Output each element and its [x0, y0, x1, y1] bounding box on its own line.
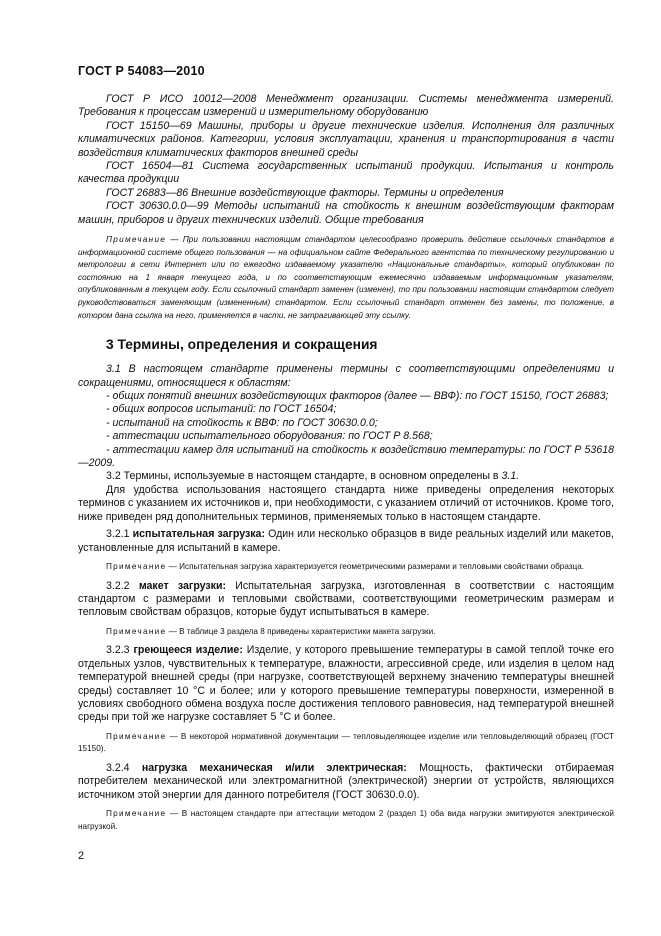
ref-item: ГОСТ 15150—69 Машины, приборы и другие технические изделия. Исполнения для различных климатических районов. Категории, условия эксплуатации, хранения и транспортирования в части воздействия климатических факторов внешней среды	[78, 119, 614, 159]
term-entry	[78, 644, 614, 756]
note-text: — В таблице 3 раздела 8 приведены характеристики макета загрузки.	[168, 626, 436, 636]
list-item: - общих вопросов испытаний: по ГОСТ 16504;	[106, 403, 337, 416]
list-item: - общих понятий внешних воздействующих факторов (далее — ВВФ): по ГОСТ 15150, ГОСТ 26883;	[106, 390, 609, 403]
term-number: 3.2.2	[106, 579, 130, 592]
note-label: Примечание	[106, 235, 167, 245]
clause-3-1: 3.1 В настоящем стандарте применены термины с соответствующими определениями и сокращениями, относящиеся к областям:	[78, 363, 614, 389]
term-name: греющееся изделие:	[133, 644, 243, 657]
ref-item: ГОСТ 30630.0.0—99 Методы испытаний на стойкость к внешним воздействующим факторам машин, приборов и других технических изделий. Общие требования	[78, 200, 614, 226]
references-note	[78, 234, 614, 322]
scope-list	[78, 390, 614, 470]
note-label: Примечание	[106, 809, 167, 819]
term-number: 3.2.3	[106, 644, 130, 657]
term-definition	[78, 580, 614, 620]
term-number: 3.2.1	[106, 528, 130, 541]
term-note	[78, 626, 614, 639]
term-name: нагрузка механическая и/или электрическая:	[141, 761, 407, 774]
note-label: Примечание	[106, 626, 167, 636]
term-entry	[78, 528, 614, 573]
clause-3-2-text: 3.2 Термины, используемые в настоящем стандарте, в основном определены в	[106, 470, 502, 483]
term-note	[78, 731, 614, 756]
term-definition	[78, 762, 614, 802]
clause-3-2-continued: Для удобства использования настоящего стандарта ниже приведены определения некоторых терминов с указанием их источников и, при необходимости, с указанием отличий от источников. Кроме того, ниже приведен ряд дополнительных терминов, применяемых только в настоящем стандарте.	[78, 483, 614, 523]
note-label: Примечание	[106, 731, 167, 741]
ref-item: ГОСТ 16504—81 Система государственных испытаний продукции. Испытания и контроль качества продукции	[78, 160, 614, 186]
list-item: - испытаний на стойкость к ВВФ: по ГОСТ 30630.0.0;	[106, 416, 378, 429]
term-name: макет загрузки:	[138, 579, 227, 592]
term-entry	[78, 762, 614, 833]
ref-item: ГОСТ Р ИСО 10012—2008 Менеджмент организации. Системы менеджмента измерений. Требования к процессам измерений и измерительному оборудованию	[78, 93, 614, 119]
note-label: Примечание	[106, 561, 167, 571]
list-item: - аттестации камер для испытаний на стойкость к воздействию температуры: по ГОСТ Р 53618—2009.	[78, 443, 614, 470]
page-body	[78, 93, 614, 833]
note-text: — В настоящем стандарте при аттестации методом 2 (раздел 1) оба вида нагрузки эмитируются электрической нагрузкой.	[78, 809, 615, 831]
term-note	[78, 561, 614, 574]
term-text: Изделие, у которого превышение температуры в самой теплой точке его отдельных узлов, чувствительных к температуре, влажности, агрессивной среде, или изделия в целом над температурой внешней среды (при нагрузке, соответствующей верхнему значению температуры внешней среды) составляет 10 °С и более; или у которого превышение температуры поверхности, измеренной в условиях свободного обмена воздуха после достижения теплового равновесия, над температурой внешней среды при той же нагрузке составляет 5 °С и более.	[78, 644, 614, 724]
clause-3-2	[78, 470, 614, 483]
ref-item: ГОСТ 26883—86 Внешние воздействующие факторы. Термины и определения	[106, 186, 504, 199]
term-number: 3.2.4	[106, 761, 130, 774]
note-text: — В некоторой нормативной документации — тепловыделяющее изделие или тепловыделяющий образец (ГОСТ 15150).	[78, 731, 614, 754]
term-definition	[78, 644, 614, 724]
page-number: 2	[78, 850, 85, 862]
section-heading: 3 Термины, определения и сокращения	[106, 337, 378, 353]
clause-ref: 3.1.	[501, 470, 520, 483]
term-entry	[78, 580, 614, 639]
note-text: — Испытательная загрузка характеризуется геометрическими размерами и тепловыми свойствами образца.	[168, 561, 585, 571]
term-definition	[78, 528, 614, 555]
term-text: Мощность, фактически отбираемая потребителем механической или электромагнитной (электрической) энергии от устройств, являющихся источником этой энергии для данного потребителя (ГОСТ 30630.0.0).	[78, 761, 614, 801]
running-header: ГОСТ Р 54083—2010	[78, 64, 205, 78]
term-name: испытательная загрузка:	[132, 528, 265, 541]
term-text: Один или несколько образцов в виде реальных изделий или макетов, установленные для испытаний в камере.	[78, 528, 614, 554]
note-text: — При пользовании настоящим стандартом целесообразно проверить действие ссылочных стандартов в информационной системе общего пользования — на официальном сайте Федерального агентства по техническому регулированию и метрологии в сети Интернет или по ежегодно издаваемому указателю «Национальные стандарты», который опубликован по состоянию на 1 января текущего года, и по соответствующим ежемесячно издаваемым информационным указателям, опубликованным в текущем году. Если ссылочный стандарт заменен (изменен), то при пользовании настоящим стандартом следует руководствоваться заменяющим (измененным) стандартом. Если ссылочный стандарт отменен без замены, то положение, в котором дана ссылка на него, применяется в части, не затрагивающей эту ссылку.	[78, 235, 614, 320]
list-item: - аттестации испытательного оборудования: по ГОСТ Р 8.568;	[106, 430, 433, 443]
normative-references	[78, 93, 614, 227]
term-note	[78, 808, 614, 833]
term-text: Испытательная загрузка, изготовленная в соответствии с настоящим стандартом с размерами и тепловыми свойствами, соответствующими геометрическим размерам и тепловым свойствам образцов, которые будут испытываться в камере.	[78, 579, 614, 619]
